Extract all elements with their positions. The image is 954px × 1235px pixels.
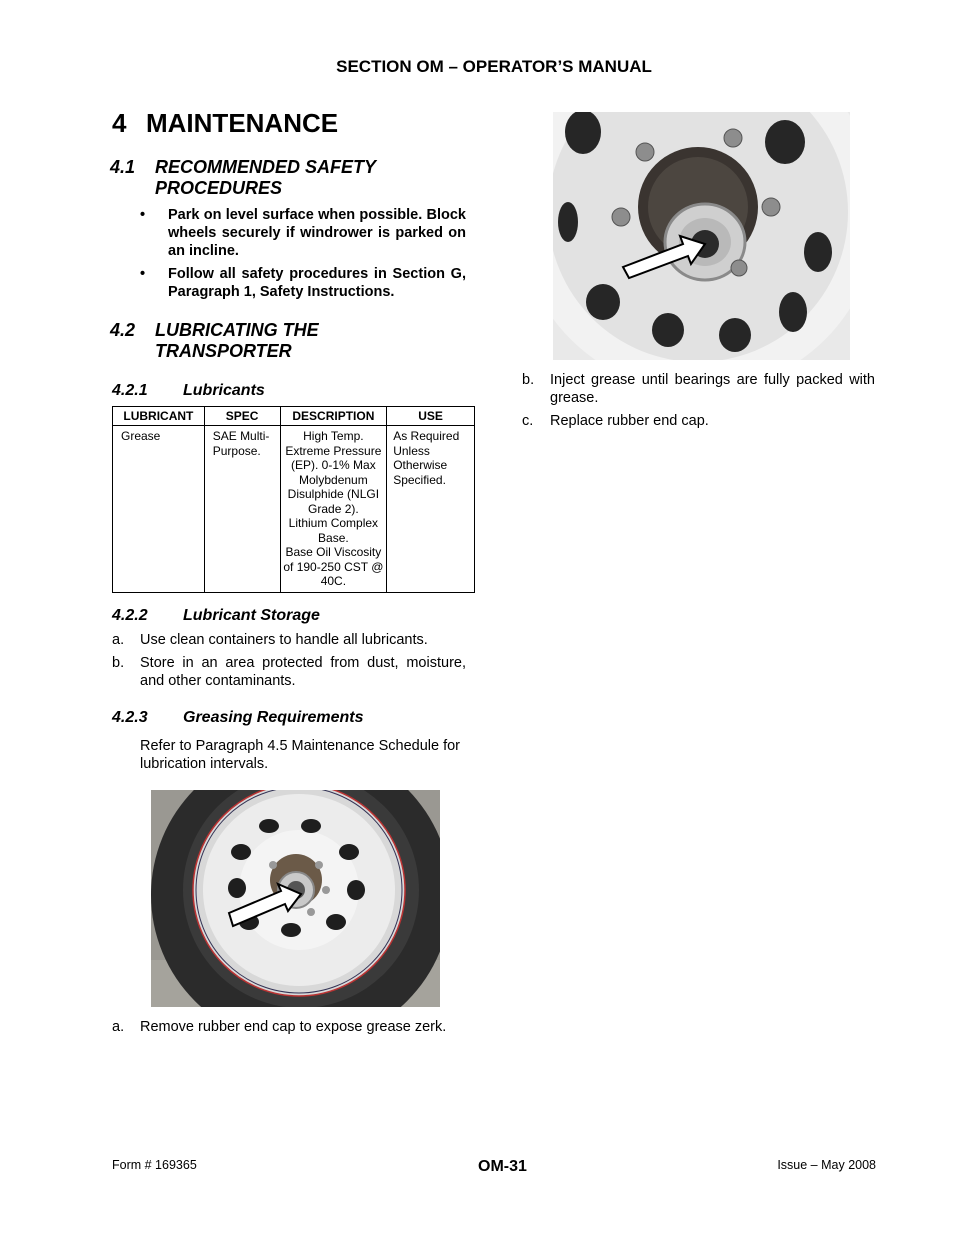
chapter-title: MAINTENANCE	[146, 108, 339, 138]
subsection-4-2-1-heading	[112, 382, 472, 402]
subsection-number: 4.2.3	[112, 709, 148, 726]
section-4-1-heading	[110, 157, 490, 201]
bullet-item: • Park on level surface when possible. Block wheels securely if windrower is parked on an incline.	[140, 207, 466, 259]
greasing-paragraph: Refer to Paragraph 4.5 Maintenance Schedule for lubrication intervals.	[140, 738, 461, 772]
subsection-4-2-2-heading	[112, 607, 472, 627]
safety-bullet-list	[140, 206, 466, 306]
description-line: Base Oil Viscosity of 190-250 CST @ 40C.	[283, 545, 384, 588]
steps-b-c	[522, 371, 875, 435]
list-item: a. Remove rubber end cap to expose grease zerk.	[112, 1019, 447, 1035]
list-item: b. Inject grease until bearings are fully packed with grease.	[522, 372, 875, 406]
section-header: SECTION OM – OPERATOR’S MANUAL	[336, 57, 652, 76]
subsection-4-2-3-heading	[112, 709, 472, 729]
lubricants-table	[112, 406, 475, 593]
section-number: 4.2	[110, 320, 136, 340]
subsection-number: 4.2.2	[112, 607, 148, 624]
list-item-text: Remove rubber end cap to expose grease zerk.	[140, 1019, 447, 1035]
issue-date: Issue – May 2008	[777, 1158, 876, 1172]
column-header: SPEC	[204, 407, 280, 426]
section-title: RECOMMENDED SAFETY PROCEDURES	[155, 157, 376, 198]
chapter-heading	[112, 108, 338, 139]
list-item: a. Use clean containers to handle all lubricants.	[112, 632, 428, 648]
column-header: DESCRIPTION	[280, 407, 387, 426]
column-header: USE	[387, 407, 475, 426]
list-item-text: Use clean containers to handle all lubricants.	[140, 632, 428, 648]
grease-zerk-image	[553, 112, 850, 360]
storage-list	[112, 631, 466, 695]
subsection-title: Lubricants	[183, 382, 265, 399]
bullet-text: Follow all safety procedures in Section G, Paragraph 1, Safety Instructions.	[168, 266, 466, 300]
section-number: 4.1	[110, 157, 136, 177]
bullet-text: Park on level surface when possible. Block wheels securely if windrower is parked on an incline.	[168, 207, 466, 259]
table-cell: Grease	[113, 426, 205, 593]
list-item-text: Replace rubber end cap.	[550, 413, 709, 429]
list-item-text: Store in an area protected from dust, moisture, and other contaminants.	[140, 655, 466, 689]
description-line: High Temp. Extreme Pressure (EP). 0-1% Max Molybdenum Disulphide (NLGI Grade 2).	[285, 429, 382, 516]
table-cell: As Required Unless Otherwise Specified.	[387, 426, 475, 593]
section-4-2-heading	[110, 320, 490, 364]
grease-zerk-photo	[553, 112, 850, 360]
description-line: Lithium Complex Base.	[288, 516, 379, 545]
column-header: LUBRICANT	[113, 407, 205, 426]
wheel-hub-image	[151, 790, 440, 1007]
table-header-row	[113, 407, 475, 426]
list-item: c. Replace rubber end cap.	[522, 413, 709, 429]
table-cell	[280, 426, 387, 593]
subsection-title: Lubricant Storage	[183, 607, 320, 624]
subsection-title: Greasing Requirements	[183, 709, 364, 726]
section-title: LUBRICATING THE TRANSPORTER	[155, 320, 319, 361]
bullet-item: • Follow all safety procedures in Section G, Paragraph 1, Safety Instructions.	[140, 266, 466, 300]
list-item-text: Inject grease until bearings are fully packed with grease.	[550, 372, 875, 406]
table-row	[113, 426, 475, 593]
list-item: b. Store in an area protected from dust, moisture, and other contaminants.	[112, 655, 466, 689]
subsection-number: 4.2.1	[112, 382, 148, 399]
step-a	[112, 1018, 466, 1041]
wheel-hub-photo	[151, 790, 440, 1007]
page-number: OM-31	[478, 1158, 527, 1175]
table-cell: SAE Multi-Purpose.	[204, 426, 280, 593]
chapter-number: 4	[112, 108, 127, 138]
form-number: Form # 169365	[112, 1158, 197, 1172]
